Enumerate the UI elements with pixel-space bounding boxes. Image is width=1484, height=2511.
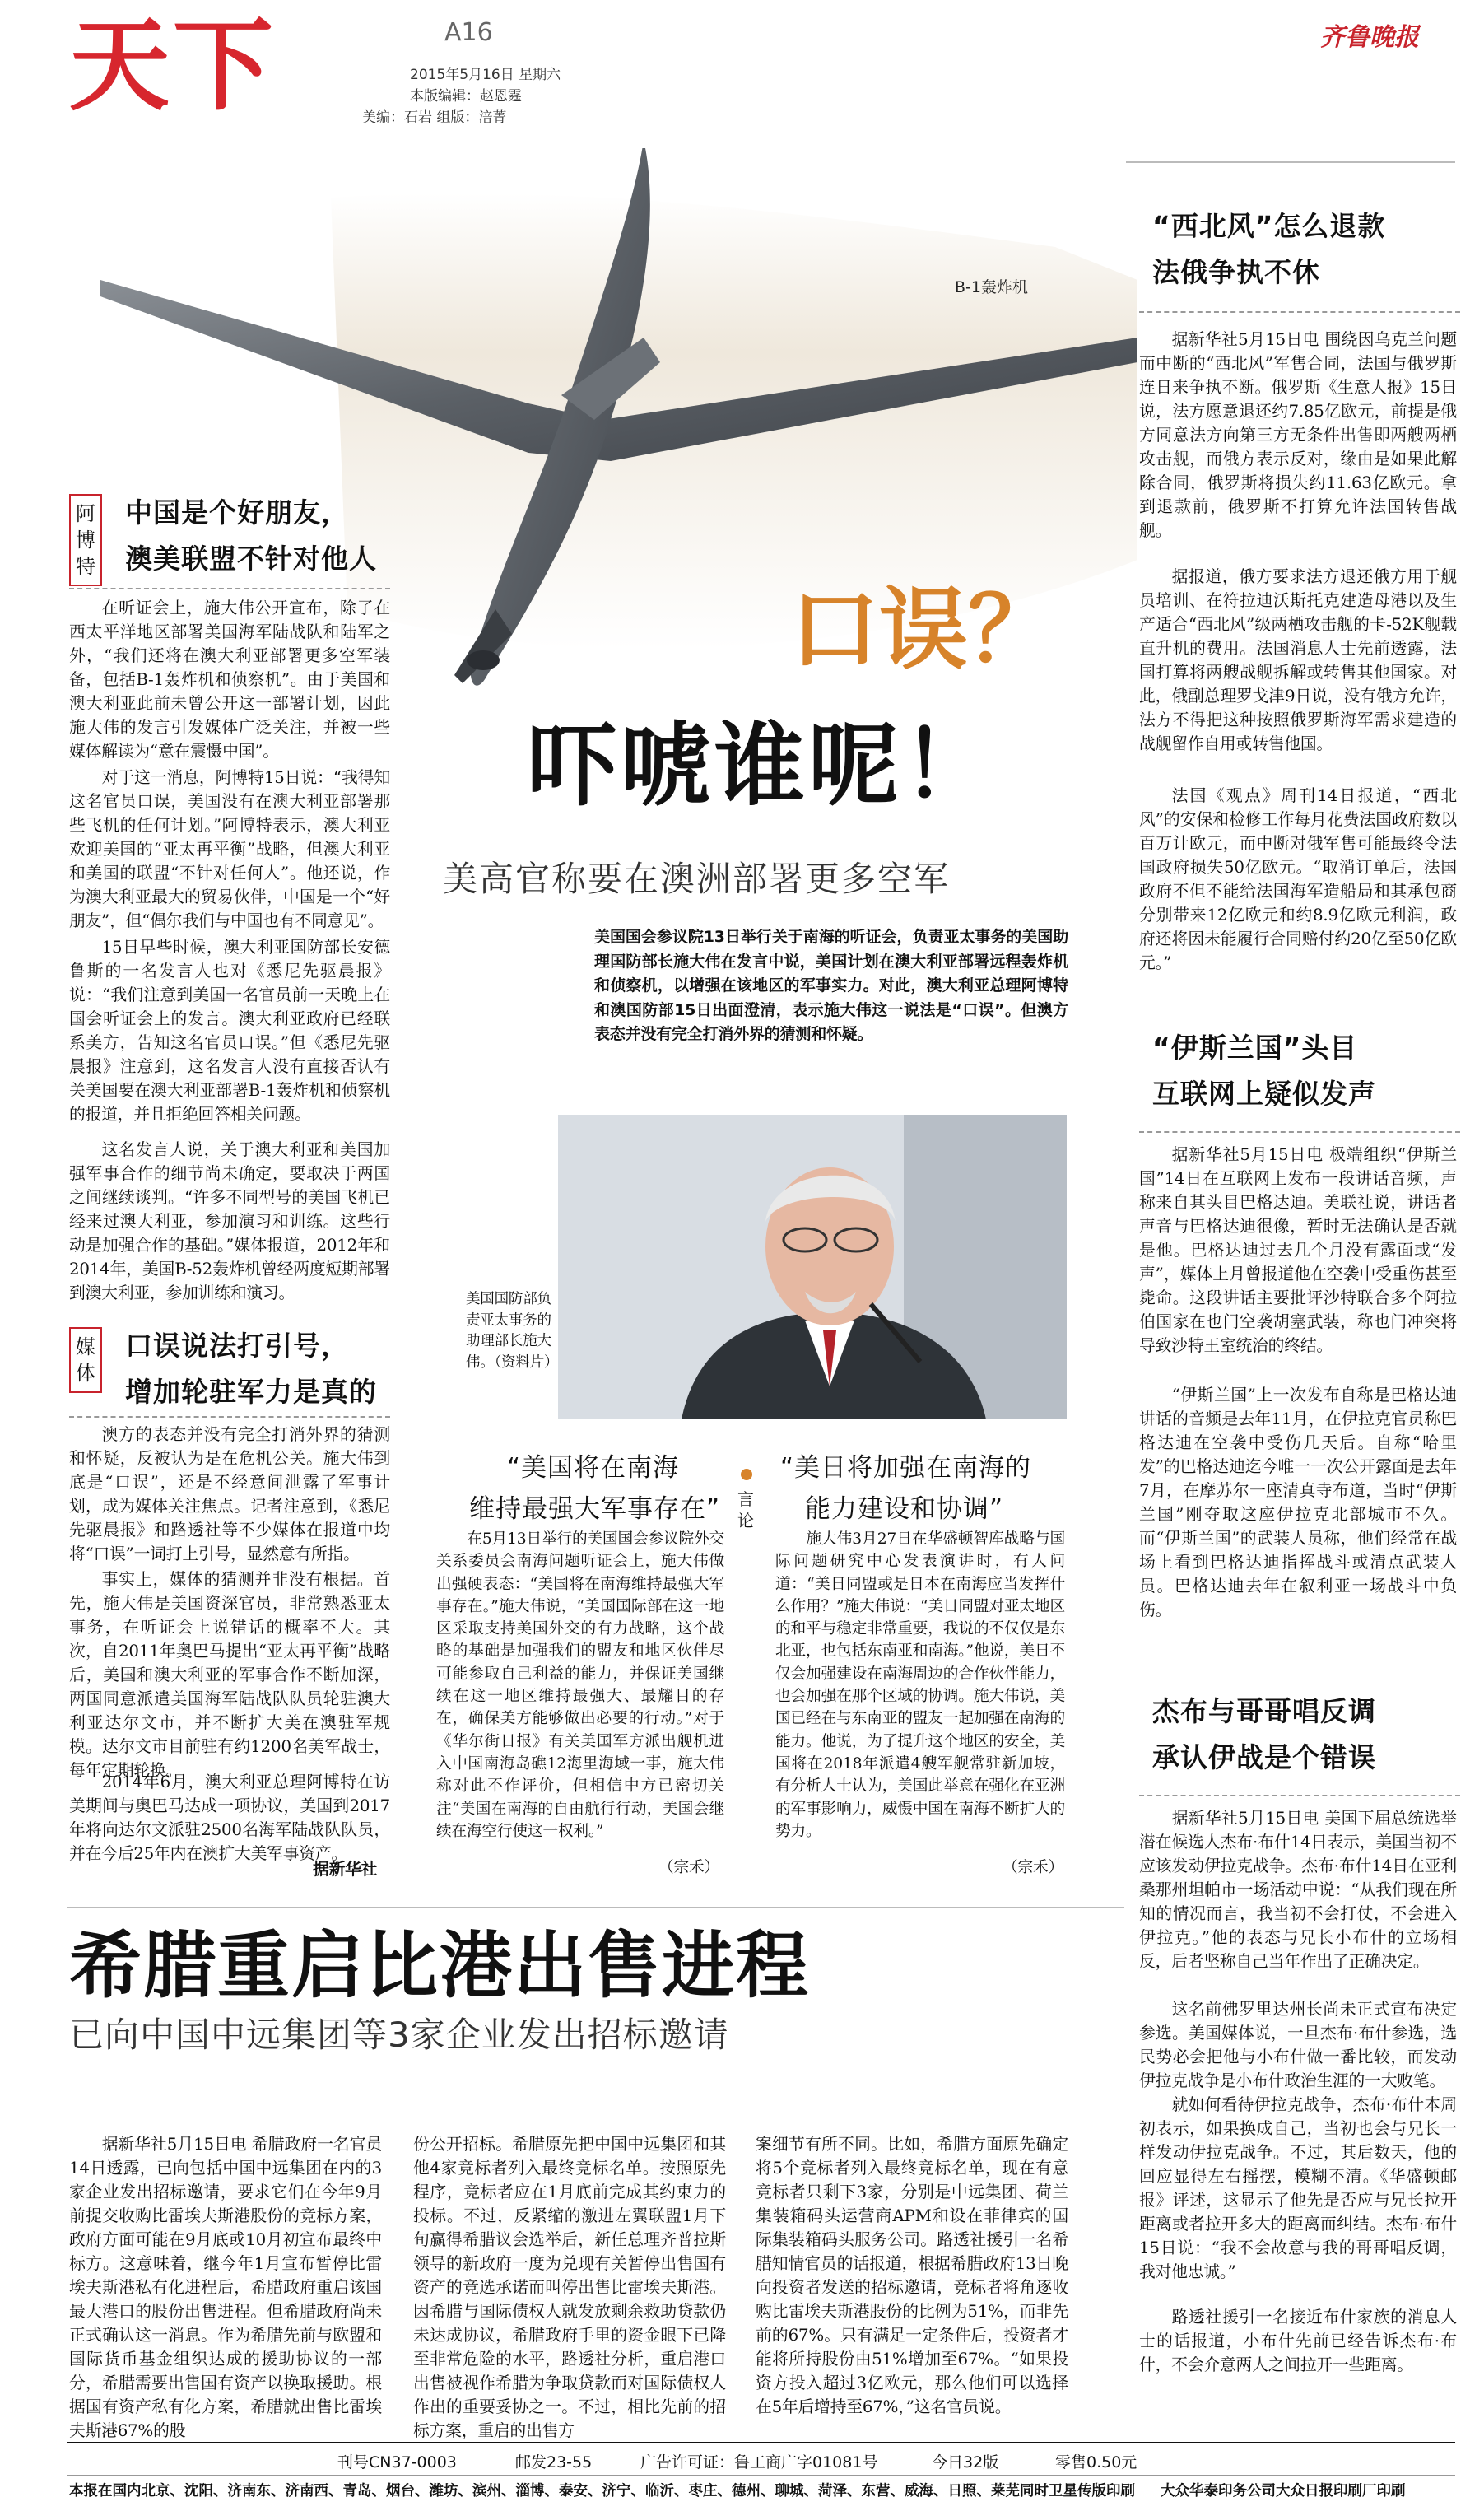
- page-number: A16: [444, 18, 493, 47]
- left-paragraph-5: 澳方的表态并没有完全打消外界的猜测和怀疑，反被认为是在危机公关。施大伟到底是“口误”，还是不经意间泄露了军事计划，成为媒体关注焦点。记者注意到，《悉尼先驱晨报》和路透社等不少媒体在报道中均将“口误”一词打上引号，显然意有所指。: [69, 1425, 390, 1563]
- quote2-headline-2: 能力建设和协调”: [805, 1494, 1004, 1524]
- section-logo: 天下: [69, 7, 277, 124]
- footer-pages: 今日32版: [932, 2453, 999, 2471]
- left-paragraph-3: 15日早些时候，澳大利亚国防部长安德鲁斯的一名发言人也对《悉尼先驱晨报》说：“我们注意到美国一名官员前一天晚上在国会听证会上的发言。澳大利亚政府已经联系美方，告知这名官员口误。”但《悉尼先驱晨报》注意到，这名发言人没有直接否认有关美国要在澳大利亚部署B-1轰炸机和侦察机的报道，并且拒绝回答相关问题。: [69, 938, 390, 1124]
- left-paragraph-7: 2014年6月，澳大利亚总理阿博特在访美期间与奥巴马达成一项协议，美国到2017年将向达尔文派驻2500名海军陆战队队员，并在今后25年内在澳扩大美军事资产。: [69, 1773, 390, 1863]
- right2-paragraph-2: “伊斯兰国”上一次发布自称是巴格达迪讲话的音频是去年11月，在伊拉克官员称巴格达迪在空袭中受伤几天后。自称“哈里发”的巴格达迪迄今唯一一次公开露面是去年7月，在摩苏尔一座清真寺布道，当时“伊斯兰国”刚夺取这座伊拉克北部城市不久。而“伊斯兰国”的武装人员称，他们经常在战场上看到巴格达迪指挥战斗或清点武装人员。巴格达迪去年在叙利亚一场战斗中负伤。: [1139, 1386, 1457, 1619]
- right3-paragraph-2: 这名前佛罗里达州长尚未正式宣布决定参选。美国媒体说，一旦杰布·布什参选，选民势必会把他与小布什做一番比较，而发动伊拉克战争是小布什政治生涯的一大败笔。: [1139, 2000, 1457, 2090]
- bottom-subheadline: 已向中国中远集团等3家企业发出招标邀请: [69, 2015, 729, 2055]
- quote2-headline-1: “美日将加强在南海的: [780, 1453, 1032, 1483]
- footer-ad-license: 广告许可证：鲁工商广字01081号: [640, 2453, 878, 2471]
- quote1-dot: [741, 1469, 752, 1480]
- bottom-story-rule: [67, 1907, 1124, 1908]
- footer-issn: 刊号CN37-0003: [337, 2453, 457, 2471]
- left-headline-1b: 澳美联盟不针对他人: [125, 543, 377, 575]
- footer-rule-top: [67, 2442, 1455, 2443]
- right2-headline-2: 互联网上疑似发声: [1152, 1078, 1376, 1110]
- right3-paragraph-1: 据新华社5月15日电 美国下届总统选举潜在候选人杰布·布什14日表示，美国当初不应该发动伊拉克战争。杰布·布什14日在亚利桑那州坦帕市一场活动中说：“从我们现在所知的情况而言，我当初不会打仗，不会进入伊拉克。”他的表态与兄长小布什的立场相反，后者坚称自己当年作出了正确决定。: [1139, 1809, 1457, 1971]
- editor-credit: 本版编辑：赵恩霆: [410, 88, 522, 105]
- left-divider-1: [69, 588, 390, 589]
- design-credit: 美编：石岩 组版：涪菁: [362, 109, 507, 126]
- bottom-column-3: 案细节有所不同。比如，希腊方面原先确定将5个竞标者列入最终竞标名单，现在有意竞标者只剩下3家，分别是中远集团、荷兰集装箱码头运营商APM和设在菲律宾的国际集装箱码头服务公司。路透社援引一名希腊知情官员的话报道，根据希腊政府13日晚向投资者发送的招标邀请，竞标者将角逐收购比雷埃夫斯港股份的比例为51%，而非先前的67%。只有满足一定条件后，投资者才能将所持股份由51%增加至67%。“如果投资方投入超过3亿欧元，那么他们可以选择在5年后增持至67%，”这名官员说。: [756, 2135, 1068, 2416]
- right3-divider: [1139, 1795, 1460, 1796]
- paper-logo: 齐鲁晚报: [1320, 23, 1419, 52]
- right2-divider: [1139, 1131, 1460, 1133]
- left-byline: 据新华社: [313, 1859, 378, 1879]
- right1-divider: [1139, 311, 1460, 313]
- left-paragraph-4: 这名发言人说，关于澳大利亚和美国加强军事合作的细节尚未确定，要取决于两国之间继续谈判。“许多不同型号的美国飞机已经来过澳大利亚，参加演习和训练。这些行动是加强合作的基础。”媒体报道，2012年和2014年，美国B-52轰炸机曾经两度短期部署到澳大利亚，参加训练和演习。: [69, 1140, 390, 1302]
- quote2-sign: （宗禾）: [1003, 1859, 1063, 1876]
- portrait-photo: [558, 1115, 1067, 1419]
- tag-abbott: 阿博特: [69, 494, 102, 586]
- left-headline-1a: 中国是个好朋友，: [125, 496, 349, 529]
- quote2-body: 施大伟3月27日在华盛顿智库战略与国际问题研究中心发表演讲时，有人问道：“美日同盟或是日本在南海应当发挥什么作用？”施大伟说：“美日同盟对亚太地区的和平与稳定非常重要，我说的不仅仅是东北亚，也包括东南亚和南海。”他说，美日不仅会加强建设在南海周边的合作伙伴能力，也会加强在那个区域的协调。施大伟说，美国已经在与东南亚的盟友一起加强在南海的能力。他说，为了提升这个地区的安全，美国将在2018年派遣4艘军舰常驻新加坡，有分析人士认为，美国此举意在强化在亚洲的军事影响力，威慑中国在南海不断扩大的势力。: [775, 1530, 1065, 1840]
- footer-postal: 邮发23-55: [515, 2453, 593, 2471]
- left-paragraph-1: 在听证会上，施大伟公开宣布，除了在西太平洋地区部署美国海军陆战队和陆军之外，“我们还将在澳大利亚部署更多空军装备，包括B-1轰炸机和侦察机”。由于美国和澳大利亚此前未曾公开这一部署计划，因此施大伟的发言引发媒体广泛关注，并被一些媒体解读为“意在震慑中国”。: [69, 599, 390, 761]
- right1-paragraph-3: 法国《观点》周刊14日报道，“西北风”的安保和检修工作每月花费法国政府数以百万计欧元，而中断对俄军售可能最终令法国政府损失50亿欧元。“取消订单后，法国政府不但不能给法国海军造船局和其承包商分别带来12亿欧元和约8.9亿欧元利润，政府还将因未能履行合同赔付约20亿至50亿欧元。”: [1139, 786, 1457, 972]
- bottom-headline: 希腊重启比港出售进程: [69, 1923, 811, 2008]
- right2-headline-1: “伊斯兰国”头目: [1152, 1032, 1358, 1064]
- header-rule: [1126, 161, 1455, 163]
- left-headline-2a: 口误说法打引号，: [125, 1330, 349, 1362]
- footer-rule-mid: [67, 2475, 1455, 2476]
- lead-intro: 美国国会参议院13日举行关于南海的听证会，负责亚太事务的美国助理国防部长施大伟在发言中说，美国计划在澳大利亚部署远程轰炸机和侦察机，以增强在该地区的军事实力。对此，澳大利亚总理阿博特和澳国防部15日出面澄清，表示施大伟这一说法是“口误”。但澳方表态并没有完全打消外界的猜测和怀疑。: [594, 928, 1068, 1043]
- photo-caption: B-1轰炸机: [955, 278, 1028, 296]
- issue-date: 2015年5月16日 星期六: [410, 67, 561, 83]
- quote1-sign: （宗禾）: [658, 1859, 719, 1876]
- right2-paragraph-1: 据新华社5月15日电 极端组织“伊斯兰国”14日在互联网上发布一段讲话音频，声称来自其头目巴格达迪。美联社说，讲话者声音与巴格达迪很像，暂时无法确认是否就是他。巴格达迪过去几个月没有露面或“发声”，媒体上月曾报道他在空袭中受重伤甚至毙命。这段讲话主要批评沙特联合多个阿拉伯国家在也门空袭胡塞武装，称也门冲突将导致沙特王室统治的终结。: [1139, 1145, 1457, 1355]
- commentary-label: 言论: [737, 1489, 754, 1530]
- quote1-headline-2: 维持最强大军事存在”: [469, 1494, 721, 1524]
- right3-paragraph-3: 就如何看待伊拉克战争，杰布·布什本周初表示，如果换成自己，当初也会与兄长一样发动伊拉克战争。不过，其后数天，他的回应显得左右摇摆，模糊不清。《华盛顿邮报》评述，这显示了他先是否应与兄长拉开距离或者拉开多大的距离而纠结。杰布·布什15日说：“我不会故意与我的哥哥唱反调，我对他忠诚。”: [1139, 2095, 1457, 2281]
- tag-media: 媒体: [69, 1327, 102, 1393]
- quote1-body: 在5月13日举行的美国国会参议院外交关系委员会南海问题听证会上，施大伟做出强硬表态：“美国将在南海维持最强大军事存在。”施大伟说，“美国国际部在这一地区采取支持美国外交的有力战略，这个战略的基础是加强我们的盟友和地区伙伴尽可能参取自己利益的能力，并保证美国继续在这一地区维持最强大、最耀目的存在，确保美方能够做出必要的行动。”对于《华尔街日报》有关美国军方派出舰机进入中国南海岛礁12海里海域一事，施大伟称对此不作评价，但相信中方已密切关注“美国在南海的自由航行行动，美国会继续在海空行使这一权利。”: [436, 1530, 724, 1840]
- left-divider-2: [69, 1416, 390, 1418]
- portrait-caption: 美国国防部负责亚太事务的助理部长施大伟。（资料片）: [466, 1291, 559, 1371]
- right1-headline-1: “西北风”怎么退款: [1152, 210, 1386, 242]
- left-paragraph-6: 事实上，媒体的猜测并非没有根据。首先，施大伟是美国资深官员，非常熟悉亚太事务，在听证会上说错话的概率不大。其次，自2011年奥巴马提出“亚太再平衡”战略后，美国和澳大利亚的军事合作不断加深，两国同意派遣美国海军陆战队队员轮驻澳大利亚达尔文市，并不断扩大美在澳驻军规模。达尔文市目前驻有约1200名美军战士，每年定期轮换。: [69, 1570, 390, 1780]
- footer-print-sites: 本报在国内北京、沈阳、济南东、济南西、青岛、烟台、潍坊、滨州、淄博、泰安、济宁、临沂、枣庄、德州、聊城、菏泽、东营、威海、日照、莱芜同时卫星传版印刷: [69, 2483, 1135, 2499]
- lead-headline-1: 口误？: [790, 579, 1058, 682]
- quote1-headline-1: “美国将在南海: [507, 1453, 680, 1483]
- right3-headline-2: 承认伊战是个错误: [1152, 1741, 1376, 1773]
- right1-headline-2: 法俄争执不休: [1152, 256, 1320, 288]
- right1-paragraph-2: 据报道，俄方要求法方退还俄方用于舰员培训、在符拉迪沃斯托克建造母港以及生产适合“西北风”级两栖攻击舰的卡-52K舰载直升机的费用。法国消息人士先前透露，法国打算将两艘战舰拆解或转售其他国家。对此，俄副总理罗戈津9日说，没有俄方允许，法方不得把这种按照俄罗斯海军需求建造的战舰留作自用或转售他国。: [1139, 567, 1457, 753]
- lead-subheadline: 美高官称要在澳洲部署更多空军: [443, 859, 951, 899]
- bottom-column-2: 份公开招标。希腊原先把中国中远集团和其他4家竞标者列入最终竞标名单。按照原先程序，竞标者应在1月底前完成其约束力的投标。不过，反紧缩的激进左翼联盟1月下旬赢得希腊议会选举后，新任总理齐普拉斯领导的新政府一度为兑现有关暂停出售国有资产的竞选承诺而叫停出售比雷埃夫斯港。因希腊与国际债权人就发放剩余救助贷款仍未达成协议，希腊政府手里的资金眼下已降至非常危险的水平，路透社分析，重启港口出售被视作希腊为争取贷款而对国际债权人作出的重要妥协之一。不过，相比先前的招标方案，重启的出售方: [413, 2135, 726, 2440]
- lead-headline-2: 吓唬谁呢！: [527, 713, 996, 818]
- left-paragraph-2: 对于这一消息，阿博特15日说：“我得知这名官员口误，美国没有在澳大利亚部署那些飞机的任何计划。”阿博特表示，澳大利亚欢迎美国的“亚太再平衡”战略，但澳大利亚和美国的联盟“不针对任何人”。他还说，作为澳大利亚最大的贸易伙伴，中国是一个“好朋友”，但“偶尔我们与中国也有不同意见”。: [69, 768, 390, 930]
- bottom-column-1: 据新华社5月15日电 希腊政府一名官员14日透露，已向包括中国中远集团在内的3家企业发出招标邀请，要求它们在今年9月前提交收购比雷埃夫斯港股份的竞标方案，政府方面可能在9月底或10月初宣布最终中标方。这意味着，继今年1月宣布暂停比雷埃夫斯港私有化进程后，希腊政府重启该国最大港口的股份出售进程。但希腊政府尚未正式确认这一消息。作为希腊先前与欧盟和国际货币基金组织达成的援助协议的一部分，希腊需要出售国有资产以换取援助。根据国有资产私有化方案，希腊就出售比雷埃夫斯港67%的股: [69, 2135, 382, 2440]
- right3-headline-1: 杰布与哥哥唱反调: [1152, 1695, 1376, 1727]
- footer-printer: 大众华泰印务公司大众日报印刷厂印刷: [1161, 2483, 1406, 2499]
- footer-price: 零售0.50元: [1055, 2453, 1137, 2471]
- left-headline-2b: 增加轮驻军力是真的: [125, 1376, 377, 1408]
- speaker-portrait: [558, 1115, 1067, 1419]
- right1-paragraph-1: 据新华社5月15日电 围绕因乌克兰问题而中断的“西北风”军售合同，法国与俄罗斯连日来争执不断。俄罗斯《生意人报》15日说，法方愿意退还约7.85亿欧元，前提是俄方同意法方向第三方无条件出售即两艘两栖攻击舰，而俄方表示反对，缘由是如果此解除合同，俄罗斯将损失约11.63亿欧元。拿到退款前，俄罗斯不打算允许法国转售战舰。: [1139, 330, 1457, 540]
- right3-paragraph-4: 路透社援引一名接近布什家族的消息人士的话报道，小布什先前已经告诉杰布·布什，不会介意两人之间拉开一些距离。: [1139, 2308, 1457, 2374]
